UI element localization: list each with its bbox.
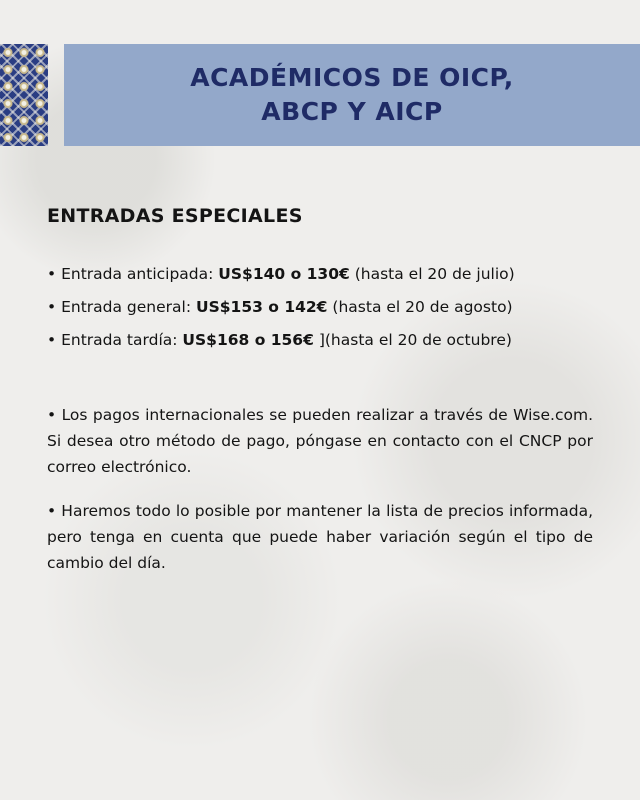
price-list: [47, 258, 515, 357]
price-detail: (hasta el 20 de julio): [354, 265, 515, 283]
price-detail: ](hasta el 20 de octubre): [318, 331, 512, 349]
title-banner: [64, 44, 640, 146]
price-item-general: [47, 291, 515, 324]
price-amount: US$140 o 130€: [218, 265, 350, 283]
exchange-rate-note: • Haremos todo lo posible por mantener la lista de precios informada, pero tenga en cuenta que puede haber variación según el tipo de cambio del día.: [47, 502, 593, 572]
price-label: Entrada anticipada:: [61, 265, 214, 283]
price-amount: US$153 o 142€: [196, 298, 328, 316]
price-item-early: [47, 258, 515, 291]
decorative-tile-pattern: [0, 44, 48, 146]
price-detail: (hasta el 20 de agosto): [332, 298, 513, 316]
bullet: •: [47, 298, 57, 316]
payment-note: • Los pagos internacionales se pueden realizar a través de Wise.com. Si desea otro método de pago, póngase en contacto con el CNCP por correo electrónico.: [47, 406, 593, 476]
price-label: Entrada general:: [61, 298, 192, 316]
banner-title-line-1: ACADÉMICOS DE OICP,: [190, 63, 514, 92]
section-title: ENTRADAS ESPECIALES: [47, 205, 303, 227]
price-item-late: [47, 324, 515, 357]
bullet: •: [47, 265, 57, 283]
bullet: •: [47, 331, 57, 349]
price-amount: US$168 o 156€: [182, 331, 314, 349]
banner-title-line-2: ABCP Y AICP: [261, 97, 443, 126]
price-label: Entrada tardía:: [61, 331, 178, 349]
